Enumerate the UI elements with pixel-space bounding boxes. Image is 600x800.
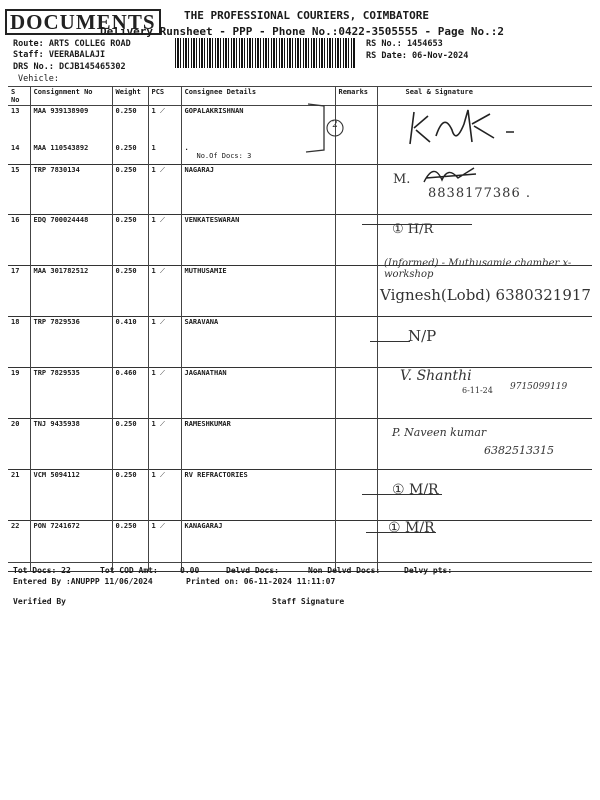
- cell-weight: 0.250: [112, 143, 148, 165]
- cell-sno: 18: [8, 317, 30, 368]
- drs-line: DRS No.: DCJB145465302: [13, 62, 126, 72]
- cell-weight: 0.250: [112, 266, 148, 317]
- cell-consignee: VENKATESWARAN: [181, 215, 335, 266]
- delivered-docs: Delvd Docs:: [226, 566, 279, 575]
- col-header-remarks: Remarks: [335, 87, 377, 106]
- row22-note: ① M/R: [388, 520, 435, 536]
- col-header-seal: Seal & Signature: [377, 87, 592, 106]
- cell-consignee: SARAVANA: [181, 317, 335, 368]
- cell-remarks: [335, 266, 377, 317]
- cell-weight: 0.250: [112, 165, 148, 215]
- cell-sno: 16: [8, 215, 30, 266]
- bracket-count: 2: [332, 120, 338, 130]
- staff-line: Staff: VEERABALAJI: [13, 50, 106, 60]
- cell-pcs: 1 ⟋: [148, 165, 181, 215]
- cell-sno: 19: [8, 368, 30, 419]
- cell-consignment: EDQ 700024448: [30, 215, 112, 266]
- cell-consignment: TRP 7829536: [30, 317, 112, 368]
- row15-phone: 8838177386 .: [428, 186, 531, 201]
- cell-pcs: 1 ⟋: [148, 215, 181, 266]
- row16-note: ① H/R: [392, 222, 434, 237]
- table-row: [8, 470, 592, 521]
- cell-consignee: KANAGARAJ: [181, 521, 335, 572]
- cell-remarks: [335, 215, 377, 266]
- no-of-docs: No.Of Docs: 3: [196, 151, 252, 160]
- verified-by: Verified By: [13, 597, 66, 606]
- bracket-mark: [300, 100, 350, 156]
- cell-pcs: 1 ⟋: [148, 317, 181, 368]
- cell-consignee: RV REFRACTORIES: [181, 470, 335, 521]
- cell-pcs: 1 ⟋: [148, 368, 181, 419]
- cell-consignee: . No.Of Docs: 3: [181, 143, 335, 165]
- cell-consignment: MAA 301782512: [30, 266, 112, 317]
- signature-row15: [420, 160, 480, 188]
- col-header-pcs: PCS: [148, 87, 181, 106]
- cell-weight: 0.250: [112, 419, 148, 470]
- dash-line: [370, 341, 410, 342]
- row17-note: (Informed) - Muthusamie chamber x-workshop: [384, 258, 572, 280]
- cell-remarks: [335, 419, 377, 470]
- col-header-consignment: Consignment No: [30, 87, 112, 106]
- row15-initial: M.: [393, 172, 411, 187]
- cell-weight: 0.460: [112, 368, 148, 419]
- cell-consignment: MAA 939138909: [30, 106, 112, 143]
- col-header-sno: S No: [8, 87, 30, 106]
- cell-weight: 0.250: [112, 215, 148, 266]
- cell-pcs: 1 ⟋: [148, 470, 181, 521]
- cell-weight: 0.250: [112, 470, 148, 521]
- vehicle-line: Vehicle:: [18, 74, 59, 84]
- cell-weight: 0.250: [112, 106, 148, 143]
- row19-phone: 9715099119: [510, 382, 568, 392]
- cell-pcs: 1: [148, 143, 181, 165]
- cell-consignment: TNJ 9435938: [30, 419, 112, 470]
- runsheet-table: [8, 86, 592, 572]
- cell-consignee: JAGANATHAN: [181, 368, 335, 419]
- cell-remarks: [335, 521, 377, 572]
- cell-sno: 15: [8, 165, 30, 215]
- row21-note: ① M/R: [392, 482, 439, 498]
- total-docs: Tot Docs: 22: [13, 566, 71, 575]
- cell-consignment: PON 7241672: [30, 521, 112, 572]
- cell-pcs: 1 ⟋: [148, 521, 181, 572]
- table-row: [8, 317, 592, 368]
- signature-row13: [402, 106, 532, 152]
- cell-sno: 13: [8, 106, 30, 143]
- cell-consignment: VCM 5094112: [30, 470, 112, 521]
- cell-remarks: [335, 317, 377, 368]
- entered-by: Entered By :ANUPPP 11/06/2024: [13, 577, 153, 586]
- cell-consignee: NAGARAJ: [181, 165, 335, 215]
- cell-consignment: TRP 7830134: [30, 165, 112, 215]
- company-name: THE PROFESSIONAL COURIERS, COIMBATORE: [184, 9, 430, 22]
- row19-date: 6-11-24: [462, 386, 493, 395]
- rs-date: RS Date: 06-Nov-2024: [366, 51, 469, 61]
- col-header-consignee: Consignee Details: [181, 87, 335, 106]
- row18-note: N/P: [408, 327, 437, 345]
- cell-consignment: TRP 7829535: [30, 368, 112, 419]
- cell-weight: 0.410: [112, 317, 148, 368]
- delivery-points: Delvy pts:: [404, 566, 453, 575]
- total-cod-value: 0.00: [180, 566, 200, 575]
- table-row: [8, 521, 592, 572]
- route-line: Route: ARTS COLLEG ROAD: [13, 39, 131, 49]
- cell-sno: 22: [8, 521, 30, 572]
- table-row: [8, 368, 592, 419]
- cell-sno: 21: [8, 470, 30, 521]
- cell-pcs: 1 ⟋: [148, 419, 181, 470]
- rs-number: RS No.: 1454653: [366, 39, 443, 49]
- row19-name: V. Shanthi: [400, 368, 472, 384]
- total-cod-label: Tot COD Amt:: [100, 566, 158, 575]
- cell-pcs: 1 ⟋: [148, 266, 181, 317]
- cell-pcs: 1 ⟋: [148, 106, 181, 143]
- footer-divider: [8, 562, 592, 563]
- row17-phone: Vignesh(Lobd) 6380321917: [380, 286, 591, 304]
- cell-remarks: [335, 165, 377, 215]
- cell-sno: 14: [8, 143, 30, 165]
- cell-remarks: [335, 470, 377, 521]
- staff-signature-label: Staff Signature: [272, 597, 345, 606]
- cell-remarks: [335, 368, 377, 419]
- cell-consignment: MAA 110543892: [30, 143, 112, 165]
- cell-sno: 20: [8, 419, 30, 470]
- documents-stamp: DOCUMENTS: [5, 9, 161, 35]
- cell-consignee: MUTHUSAMIE: [181, 266, 335, 317]
- cell-consignee: GOPALAKRISHNAN: [181, 106, 335, 143]
- barcode: [175, 38, 356, 68]
- col-header-weight: Weight: [112, 87, 148, 106]
- cell-sno: 17: [8, 266, 30, 317]
- cell-weight: 0.250: [112, 521, 148, 572]
- printed-on: Printed on: 06-11-2024 11:11:07: [186, 577, 336, 586]
- row20-phone: 6382513315: [484, 444, 554, 457]
- runsheet-title: Delivery Runsheet - PPP - Phone No.:0422-3505555 - Page No.:2: [100, 25, 504, 38]
- non-delivered-docs: Non Delvd Docs:: [308, 566, 381, 575]
- row20-name: P. Naveen kumar: [392, 426, 487, 439]
- cell-consignee: RAMESHKUMAR: [181, 419, 335, 470]
